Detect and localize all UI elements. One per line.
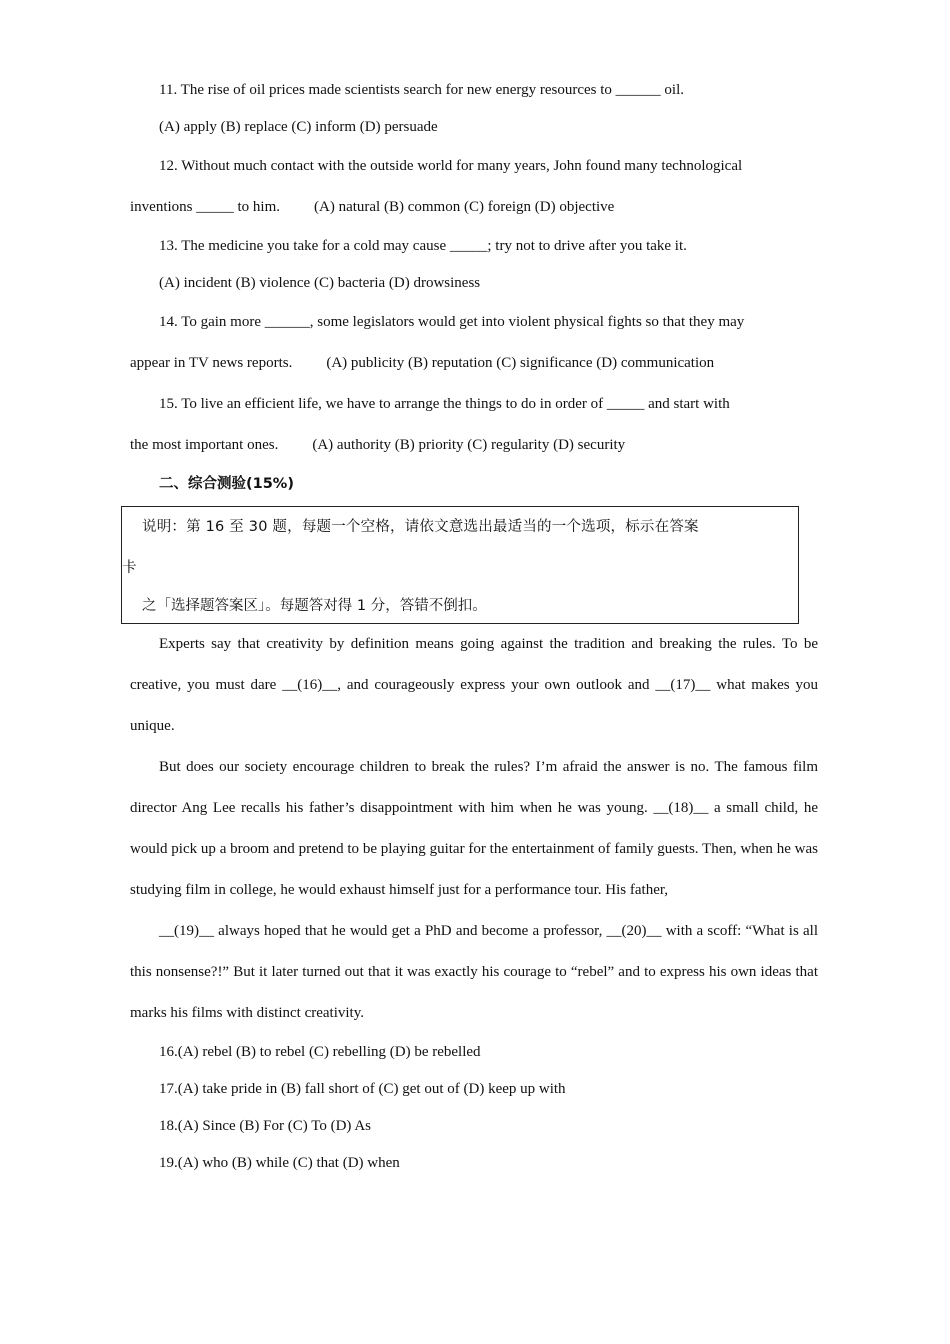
question-14-stem-line1: 14. To gain more ______, some legislators would get into violent physical fights so that they may <box>159 314 745 330</box>
question-16-options: 16.(A) rebel (B) to rebel (C) rebelling (D) be rebelled <box>159 1044 481 1060</box>
question-11-stem: 11. The rise of oil prices made scientists search for new energy resources to ______ oil. <box>159 82 684 98</box>
instructions-line2: 卡 <box>122 560 137 576</box>
question-14-stem-line2 <box>130 343 818 384</box>
passage-paragraph-2: But does our society encourage children to break the rules? I’m afraid the answer is no. The famous film director Ang Lee recalls his father’s disappointment with him when he was young. __(18)__ a small child, he would pick up a broom and pretend to be playing guitar for the entertainment of family guests. Then, when he was studying film in college, he would exhaust himself just for a performance tour. His father, <box>130 759 818 898</box>
question-15-stem-line1: 15. To live an efficient life, we have to arrange the things to do in order of _____ and start with <box>159 396 730 412</box>
question-15-stem-tail: the most important ones. <box>130 437 279 453</box>
question-12-stem-line1: 12. Without much contact with the outside world for many years, John found many technological <box>159 158 743 174</box>
section-heading: 二、综合测验(15%) <box>159 476 294 492</box>
question-12-stem-line2 <box>130 187 818 228</box>
question-12-stem-tail: inventions _____ to him. <box>130 199 280 215</box>
question-14-options: (A) publicity (B) reputation (C) significance (D) communication <box>326 355 715 371</box>
question-14-stem-tail: appear in TV news reports. <box>130 355 293 371</box>
instructions-line3: 之「选择题答案区」。每题答对得 1 分，答错不倒扣。 <box>142 598 487 614</box>
question-19-options: 19.(A) who (B) while (C) that (D) when <box>159 1155 400 1171</box>
question-12-options: (A) natural (B) common (C) foreign (D) objective <box>314 199 615 215</box>
question-15-options: (A) authority (B) priority (C) regularity (D) security <box>312 437 626 453</box>
question-13-stem: 13. The medicine you take for a cold may cause _____; try not to drive after you take it. <box>159 238 687 254</box>
question-17-options: 17.(A) take pride in (B) fall short of (C) get out of (D) keep up with <box>159 1081 566 1097</box>
passage-paragraph-1: Experts say that creativity by definition means going against the tradition and breaking the rules. To be creative, you must dare __(16)__, and courageously express your own outlook and __(17)__ what makes you unique. <box>130 636 818 734</box>
question-11-options: (A) apply (B) replace (C) inform (D) persuade <box>159 119 438 135</box>
exam-page <box>122 72 818 1182</box>
passage-paragraph-3: __(19)__ always hoped that he would get a PhD and become a professor, __(20)__ with a scoff: “What is all this nonsense?!” But it later turned out that it was exactly his courage to “rebel” and to express his own ideas that marks his films with distinct creativity. <box>130 923 818 1021</box>
instructions-line1: 说明：第 16 至 30 题，每题一个空格，请依文意选出最适当的一个选项，标示在答案 <box>142 519 699 535</box>
question-18-options: 18.(A) Since (B) For (C) To (D) As <box>159 1118 371 1134</box>
question-15-stem-line2 <box>130 425 818 466</box>
question-13-options: (A) incident (B) violence (C) bacteria (D) drowsiness <box>159 275 481 291</box>
instructions-box <box>121 506 799 624</box>
